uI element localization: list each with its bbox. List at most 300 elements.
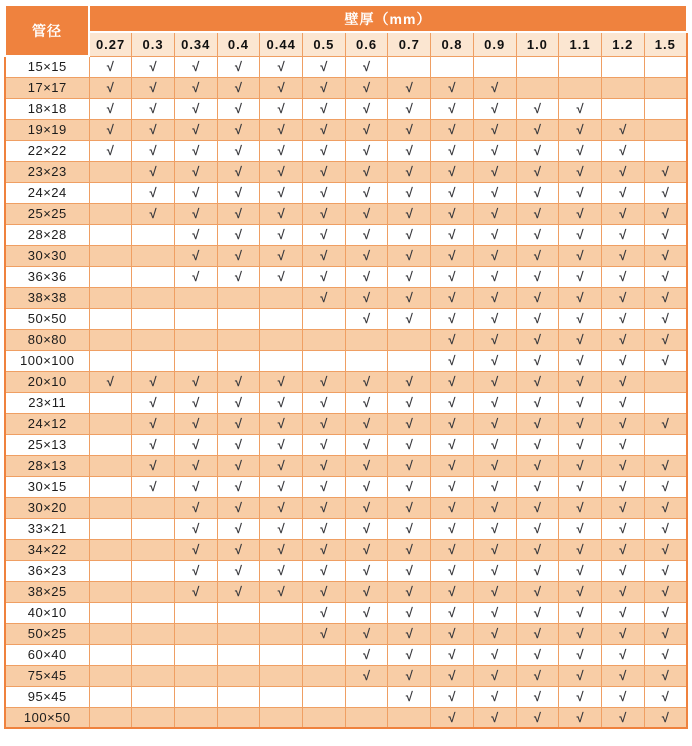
check-cell: √ bbox=[174, 266, 217, 287]
check-cell: √ bbox=[303, 476, 346, 497]
check-cell: √ bbox=[345, 602, 388, 623]
check-cell: √ bbox=[559, 245, 602, 266]
check-cell: √ bbox=[473, 644, 516, 665]
pipe-size-label: 30×20 bbox=[5, 497, 89, 518]
check-cell: √ bbox=[601, 329, 644, 350]
check-cell: √ bbox=[559, 476, 602, 497]
empty-cell bbox=[559, 77, 602, 98]
check-cell: √ bbox=[388, 644, 431, 665]
empty-cell bbox=[89, 161, 132, 182]
empty-cell bbox=[89, 350, 132, 371]
empty-cell bbox=[388, 350, 431, 371]
check-cell: √ bbox=[260, 518, 303, 539]
check-cell: √ bbox=[473, 602, 516, 623]
check-cell: √ bbox=[559, 560, 602, 581]
pipe-size-label: 34×22 bbox=[5, 539, 89, 560]
check-cell: √ bbox=[217, 161, 260, 182]
pipe-size-label: 28×28 bbox=[5, 224, 89, 245]
check-cell: √ bbox=[559, 371, 602, 392]
table-row bbox=[5, 560, 687, 581]
check-cell: √ bbox=[132, 119, 175, 140]
check-cell: √ bbox=[132, 182, 175, 203]
check-cell: √ bbox=[260, 371, 303, 392]
pipe-size-label: 100×100 bbox=[5, 350, 89, 371]
check-cell: √ bbox=[217, 119, 260, 140]
empty-cell bbox=[217, 287, 260, 308]
check-cell: √ bbox=[601, 287, 644, 308]
check-cell: √ bbox=[516, 98, 559, 119]
pipe-size-label: 25×13 bbox=[5, 434, 89, 455]
table-row bbox=[5, 56, 687, 77]
check-cell: √ bbox=[260, 560, 303, 581]
check-cell: √ bbox=[174, 476, 217, 497]
empty-cell bbox=[132, 560, 175, 581]
empty-cell bbox=[132, 287, 175, 308]
empty-cell bbox=[174, 644, 217, 665]
empty-cell bbox=[345, 329, 388, 350]
table-row bbox=[5, 308, 687, 329]
check-cell: √ bbox=[388, 434, 431, 455]
empty-cell bbox=[132, 224, 175, 245]
table-row bbox=[5, 602, 687, 623]
empty-cell bbox=[260, 602, 303, 623]
check-cell: √ bbox=[345, 182, 388, 203]
empty-cell bbox=[260, 686, 303, 707]
empty-cell bbox=[217, 308, 260, 329]
check-cell: √ bbox=[174, 224, 217, 245]
table-row bbox=[5, 203, 687, 224]
check-cell: √ bbox=[260, 266, 303, 287]
table-row bbox=[5, 539, 687, 560]
check-cell: √ bbox=[644, 707, 687, 728]
empty-cell bbox=[473, 56, 516, 77]
check-cell: √ bbox=[431, 497, 474, 518]
empty-cell bbox=[132, 350, 175, 371]
check-cell: √ bbox=[644, 644, 687, 665]
check-cell: √ bbox=[303, 392, 346, 413]
check-cell: √ bbox=[559, 623, 602, 644]
check-cell: √ bbox=[388, 602, 431, 623]
check-cell: √ bbox=[601, 560, 644, 581]
thickness-col-header: 0.44 bbox=[260, 32, 303, 56]
pipe-size-label: 15×15 bbox=[5, 56, 89, 77]
check-cell: √ bbox=[559, 581, 602, 602]
check-cell: √ bbox=[303, 77, 346, 98]
check-cell: √ bbox=[217, 434, 260, 455]
check-cell: √ bbox=[345, 308, 388, 329]
check-cell: √ bbox=[388, 245, 431, 266]
check-cell: √ bbox=[516, 224, 559, 245]
check-cell: √ bbox=[431, 686, 474, 707]
empty-cell bbox=[260, 623, 303, 644]
thickness-col-header: 0.6 bbox=[345, 32, 388, 56]
empty-cell bbox=[303, 644, 346, 665]
check-cell: √ bbox=[559, 224, 602, 245]
check-cell: √ bbox=[644, 497, 687, 518]
check-cell: √ bbox=[345, 77, 388, 98]
table-row bbox=[5, 392, 687, 413]
check-cell: √ bbox=[473, 182, 516, 203]
check-cell: √ bbox=[303, 581, 346, 602]
check-cell: √ bbox=[431, 266, 474, 287]
empty-cell bbox=[174, 308, 217, 329]
check-cell: √ bbox=[431, 77, 474, 98]
check-cell: √ bbox=[559, 455, 602, 476]
pipe-size-label: 60×40 bbox=[5, 644, 89, 665]
check-cell: √ bbox=[516, 245, 559, 266]
pipe-size-label: 19×19 bbox=[5, 119, 89, 140]
empty-cell bbox=[303, 686, 346, 707]
check-cell: √ bbox=[601, 644, 644, 665]
check-cell: √ bbox=[345, 119, 388, 140]
check-cell: √ bbox=[345, 665, 388, 686]
check-cell: √ bbox=[217, 224, 260, 245]
check-cell: √ bbox=[345, 644, 388, 665]
check-cell: √ bbox=[601, 497, 644, 518]
empty-cell bbox=[132, 707, 175, 728]
check-cell: √ bbox=[217, 392, 260, 413]
empty-cell bbox=[89, 329, 132, 350]
check-cell: √ bbox=[473, 707, 516, 728]
table-row bbox=[5, 161, 687, 182]
check-cell: √ bbox=[601, 182, 644, 203]
check-cell: √ bbox=[388, 161, 431, 182]
check-cell: √ bbox=[559, 413, 602, 434]
check-cell: √ bbox=[345, 287, 388, 308]
check-cell: √ bbox=[559, 518, 602, 539]
check-cell: √ bbox=[174, 77, 217, 98]
check-cell: √ bbox=[89, 140, 132, 161]
check-cell: √ bbox=[559, 665, 602, 686]
check-cell: √ bbox=[473, 518, 516, 539]
empty-cell bbox=[260, 350, 303, 371]
thickness-col-header: 1.5 bbox=[644, 32, 687, 56]
pipe-size-label: 22×22 bbox=[5, 140, 89, 161]
empty-cell bbox=[345, 350, 388, 371]
table-row bbox=[5, 77, 687, 98]
check-cell: √ bbox=[431, 371, 474, 392]
table-row bbox=[5, 665, 687, 686]
pipe-size-label: 40×10 bbox=[5, 602, 89, 623]
check-cell: √ bbox=[89, 77, 132, 98]
check-cell: √ bbox=[559, 539, 602, 560]
check-cell: √ bbox=[516, 308, 559, 329]
check-cell: √ bbox=[260, 203, 303, 224]
check-cell: √ bbox=[601, 245, 644, 266]
group-header-row bbox=[5, 5, 687, 32]
empty-cell bbox=[132, 686, 175, 707]
empty-cell bbox=[644, 371, 687, 392]
pipe-size-label: 17×17 bbox=[5, 77, 89, 98]
empty-cell bbox=[644, 392, 687, 413]
empty-cell bbox=[132, 644, 175, 665]
table-row bbox=[5, 98, 687, 119]
check-cell: √ bbox=[345, 161, 388, 182]
check-cell: √ bbox=[516, 497, 559, 518]
check-cell: √ bbox=[473, 455, 516, 476]
check-cell: √ bbox=[601, 539, 644, 560]
table-row bbox=[5, 644, 687, 665]
check-cell: √ bbox=[431, 182, 474, 203]
empty-cell bbox=[388, 56, 431, 77]
pipe-size-label: 24×12 bbox=[5, 413, 89, 434]
check-cell: √ bbox=[388, 287, 431, 308]
check-cell: √ bbox=[303, 140, 346, 161]
empty-cell bbox=[644, 98, 687, 119]
check-cell: √ bbox=[303, 455, 346, 476]
empty-cell bbox=[601, 77, 644, 98]
check-cell: √ bbox=[559, 434, 602, 455]
check-cell: √ bbox=[601, 350, 644, 371]
check-cell: √ bbox=[431, 119, 474, 140]
check-cell: √ bbox=[516, 644, 559, 665]
check-cell: √ bbox=[473, 77, 516, 98]
check-cell: √ bbox=[559, 287, 602, 308]
check-cell: √ bbox=[260, 98, 303, 119]
check-cell: √ bbox=[516, 161, 559, 182]
check-cell: √ bbox=[217, 182, 260, 203]
check-cell: √ bbox=[303, 602, 346, 623]
check-cell: √ bbox=[516, 119, 559, 140]
check-cell: √ bbox=[345, 140, 388, 161]
check-cell: √ bbox=[388, 140, 431, 161]
empty-cell bbox=[89, 497, 132, 518]
check-cell: √ bbox=[473, 665, 516, 686]
check-cell: √ bbox=[388, 581, 431, 602]
check-cell: √ bbox=[644, 203, 687, 224]
empty-cell bbox=[260, 287, 303, 308]
pipe-size-label: 75×45 bbox=[5, 665, 89, 686]
check-cell: √ bbox=[516, 203, 559, 224]
check-cell: √ bbox=[601, 476, 644, 497]
pipe-size-label: 50×50 bbox=[5, 308, 89, 329]
check-cell: √ bbox=[644, 182, 687, 203]
check-cell: √ bbox=[345, 266, 388, 287]
check-cell: √ bbox=[601, 455, 644, 476]
check-cell: √ bbox=[644, 455, 687, 476]
check-cell: √ bbox=[601, 623, 644, 644]
check-cell: √ bbox=[303, 413, 346, 434]
check-cell: √ bbox=[644, 308, 687, 329]
check-cell: √ bbox=[431, 329, 474, 350]
check-cell: √ bbox=[89, 56, 132, 77]
empty-cell bbox=[89, 518, 132, 539]
check-cell: √ bbox=[303, 371, 346, 392]
check-cell: √ bbox=[345, 98, 388, 119]
check-cell: √ bbox=[303, 518, 346, 539]
pipe-size-label: 23×23 bbox=[5, 161, 89, 182]
empty-cell bbox=[89, 623, 132, 644]
check-cell: √ bbox=[132, 140, 175, 161]
check-cell: √ bbox=[345, 497, 388, 518]
table-row bbox=[5, 413, 687, 434]
check-cell: √ bbox=[89, 371, 132, 392]
check-cell: √ bbox=[601, 581, 644, 602]
check-cell: √ bbox=[431, 392, 474, 413]
empty-cell bbox=[260, 308, 303, 329]
check-cell: √ bbox=[174, 497, 217, 518]
table-row bbox=[5, 518, 687, 539]
check-cell: √ bbox=[217, 539, 260, 560]
empty-cell bbox=[132, 518, 175, 539]
pipe-size-label: 30×30 bbox=[5, 245, 89, 266]
check-cell: √ bbox=[132, 434, 175, 455]
check-cell: √ bbox=[516, 350, 559, 371]
empty-cell bbox=[132, 497, 175, 518]
check-cell: √ bbox=[388, 476, 431, 497]
check-cell: √ bbox=[559, 119, 602, 140]
table-row bbox=[5, 287, 687, 308]
thickness-col-header: 0.4 bbox=[217, 32, 260, 56]
empty-cell bbox=[644, 77, 687, 98]
check-cell: √ bbox=[260, 455, 303, 476]
check-cell: √ bbox=[132, 371, 175, 392]
pipe-size-label: 100×50 bbox=[5, 707, 89, 728]
check-cell: √ bbox=[260, 77, 303, 98]
pipe-size-label: 23×11 bbox=[5, 392, 89, 413]
check-cell: √ bbox=[345, 392, 388, 413]
check-cell: √ bbox=[601, 161, 644, 182]
empty-cell bbox=[89, 308, 132, 329]
check-cell: √ bbox=[473, 392, 516, 413]
check-cell: √ bbox=[559, 308, 602, 329]
empty-cell bbox=[345, 686, 388, 707]
check-cell: √ bbox=[388, 182, 431, 203]
check-cell: √ bbox=[388, 455, 431, 476]
check-cell: √ bbox=[217, 518, 260, 539]
check-cell: √ bbox=[601, 224, 644, 245]
check-cell: √ bbox=[303, 539, 346, 560]
check-cell: √ bbox=[217, 140, 260, 161]
check-cell: √ bbox=[516, 266, 559, 287]
check-cell: √ bbox=[473, 686, 516, 707]
check-cell: √ bbox=[601, 203, 644, 224]
empty-cell bbox=[89, 476, 132, 497]
empty-cell bbox=[89, 581, 132, 602]
empty-cell bbox=[644, 140, 687, 161]
empty-cell bbox=[89, 539, 132, 560]
table-row bbox=[5, 497, 687, 518]
empty-cell bbox=[303, 329, 346, 350]
thickness-header-row bbox=[5, 32, 687, 56]
pipe-size-label: 50×25 bbox=[5, 623, 89, 644]
check-cell: √ bbox=[559, 602, 602, 623]
check-cell: √ bbox=[644, 161, 687, 182]
check-cell: √ bbox=[388, 560, 431, 581]
check-cell: √ bbox=[431, 539, 474, 560]
empty-cell bbox=[89, 266, 132, 287]
check-cell: √ bbox=[388, 623, 431, 644]
wall-thickness-spec-table bbox=[4, 4, 688, 729]
empty-cell bbox=[345, 707, 388, 728]
check-cell: √ bbox=[174, 560, 217, 581]
pipe-size-label: 28×13 bbox=[5, 455, 89, 476]
empty-cell bbox=[89, 686, 132, 707]
check-cell: √ bbox=[431, 98, 474, 119]
check-cell: √ bbox=[431, 308, 474, 329]
table-row bbox=[5, 434, 687, 455]
check-cell: √ bbox=[303, 56, 346, 77]
check-cell: √ bbox=[516, 560, 559, 581]
table-row bbox=[5, 707, 687, 728]
check-cell: √ bbox=[345, 623, 388, 644]
table-row bbox=[5, 224, 687, 245]
check-cell: √ bbox=[644, 602, 687, 623]
check-cell: √ bbox=[473, 329, 516, 350]
table-row bbox=[5, 476, 687, 497]
check-cell: √ bbox=[431, 413, 474, 434]
empty-cell bbox=[89, 560, 132, 581]
check-cell: √ bbox=[516, 623, 559, 644]
empty-cell bbox=[217, 350, 260, 371]
check-cell: √ bbox=[473, 119, 516, 140]
check-cell: √ bbox=[431, 140, 474, 161]
check-cell: √ bbox=[431, 224, 474, 245]
check-cell: √ bbox=[559, 98, 602, 119]
check-cell: √ bbox=[388, 518, 431, 539]
check-cell: √ bbox=[473, 497, 516, 518]
check-cell: √ bbox=[260, 140, 303, 161]
check-cell: √ bbox=[516, 371, 559, 392]
empty-cell bbox=[217, 623, 260, 644]
check-cell: √ bbox=[345, 224, 388, 245]
empty-cell bbox=[89, 203, 132, 224]
check-cell: √ bbox=[388, 308, 431, 329]
empty-cell bbox=[89, 434, 132, 455]
check-cell: √ bbox=[174, 518, 217, 539]
empty-cell bbox=[303, 350, 346, 371]
pipe-diameter-header: 管径 bbox=[5, 5, 89, 56]
check-cell: √ bbox=[303, 98, 346, 119]
check-cell: √ bbox=[303, 161, 346, 182]
check-cell: √ bbox=[559, 203, 602, 224]
thickness-col-header: 0.3 bbox=[132, 32, 175, 56]
wall-thickness-header: 壁厚（mm） bbox=[89, 5, 687, 32]
check-cell: √ bbox=[644, 350, 687, 371]
empty-cell bbox=[217, 329, 260, 350]
check-cell: √ bbox=[516, 287, 559, 308]
check-cell: √ bbox=[473, 413, 516, 434]
pipe-size-label: 95×45 bbox=[5, 686, 89, 707]
check-cell: √ bbox=[601, 413, 644, 434]
check-cell: √ bbox=[388, 497, 431, 518]
check-cell: √ bbox=[473, 266, 516, 287]
check-cell: √ bbox=[473, 161, 516, 182]
check-cell: √ bbox=[260, 434, 303, 455]
check-cell: √ bbox=[217, 245, 260, 266]
check-cell: √ bbox=[217, 203, 260, 224]
check-cell: √ bbox=[431, 245, 474, 266]
check-cell: √ bbox=[345, 518, 388, 539]
check-cell: √ bbox=[644, 476, 687, 497]
check-cell: √ bbox=[217, 413, 260, 434]
check-cell: √ bbox=[345, 371, 388, 392]
table-row bbox=[5, 686, 687, 707]
check-cell: √ bbox=[473, 287, 516, 308]
empty-cell bbox=[644, 434, 687, 455]
check-cell: √ bbox=[303, 182, 346, 203]
check-cell: √ bbox=[559, 182, 602, 203]
table-row bbox=[5, 581, 687, 602]
check-cell: √ bbox=[431, 560, 474, 581]
empty-cell bbox=[132, 245, 175, 266]
check-cell: √ bbox=[601, 434, 644, 455]
check-cell: √ bbox=[388, 413, 431, 434]
check-cell: √ bbox=[601, 665, 644, 686]
empty-cell bbox=[644, 56, 687, 77]
check-cell: √ bbox=[473, 308, 516, 329]
pipe-size-label: 38×38 bbox=[5, 287, 89, 308]
